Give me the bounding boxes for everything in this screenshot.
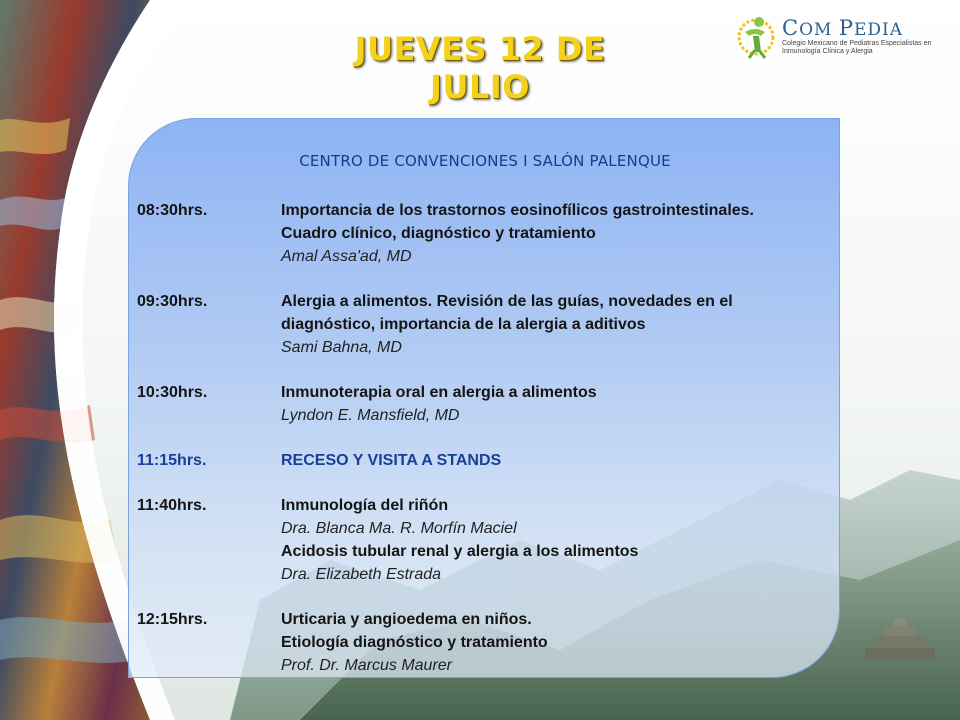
compedia-logo — [735, 12, 955, 62]
session-time: 11:40hrs. — [137, 497, 207, 514]
logo-subtitle: Colegio Mexicano de Pediatras Especialistas en Inmunología Clínica y Alergia — [782, 40, 932, 55]
venue-heading: CENTRO DE CONVENCIONES I SALÓN PALENQUE — [299, 152, 671, 170]
logo-figure-icon — [735, 12, 777, 62]
session-details — [281, 608, 837, 677]
session-details — [281, 494, 837, 586]
schedule-break-item — [137, 449, 837, 472]
session-time: 11:15hrs. — [137, 452, 207, 469]
speaker-name: Lyndon E. Mansfield, MD — [281, 407, 460, 424]
logo-name: COM PEDIA — [782, 16, 904, 40]
talk-title: diagnóstico, importancia de la alergia a aditivos — [281, 316, 646, 333]
session-time: 10:30hrs. — [137, 384, 208, 401]
page-title: JUEVES 12 DE JULIO — [354, 30, 606, 106]
talk-title: Inmunoterapia oral en alergia a alimentos — [281, 384, 597, 401]
schedule-item — [137, 290, 837, 359]
speaker-name: Dra. Blanca Ma. R. Morfín Maciel — [281, 520, 517, 537]
talk-title: Alergia a alimentos. Revisión de las guías, novedades en el — [281, 293, 733, 310]
session-details — [281, 381, 837, 427]
speaker-name: Prof. Dr. Marcus Maurer — [281, 657, 452, 674]
talk-title: RECESO Y VISITA A STANDS — [281, 452, 502, 469]
speaker-name: Dra. Elizabeth Estrada — [281, 566, 442, 583]
schedule-panel — [128, 118, 840, 678]
session-time: 09:30hrs. — [137, 293, 208, 310]
talk-title: Acidosis tubular renal y alergia a los alimentos — [281, 543, 639, 560]
schedule-item — [137, 608, 837, 677]
session-time: 08:30hrs. — [137, 202, 208, 219]
talk-title: Etiología diagnóstico y tratamiento — [281, 634, 548, 651]
talk-title: Urticaria y angioedema en niños. — [281, 611, 532, 628]
schedule-item — [137, 199, 837, 268]
schedule-list — [137, 199, 837, 699]
talk-title: Cuadro clínico, diagnóstico y tratamiento — [281, 225, 596, 242]
speaker-name: Sami Bahna, MD — [281, 339, 402, 356]
session-details — [281, 449, 837, 472]
talk-title: Importancia de los trastornos eosinofílicos gastrointestinales. — [281, 202, 754, 219]
schedule-item — [137, 494, 837, 586]
schedule-item — [137, 381, 837, 427]
talk-title: Inmunología del riñón — [281, 497, 449, 514]
speaker-name: Amal Assa'ad, MD — [281, 248, 412, 265]
session-details — [281, 199, 837, 268]
session-details — [281, 290, 837, 359]
session-time: 12:15hrs. — [137, 611, 208, 628]
